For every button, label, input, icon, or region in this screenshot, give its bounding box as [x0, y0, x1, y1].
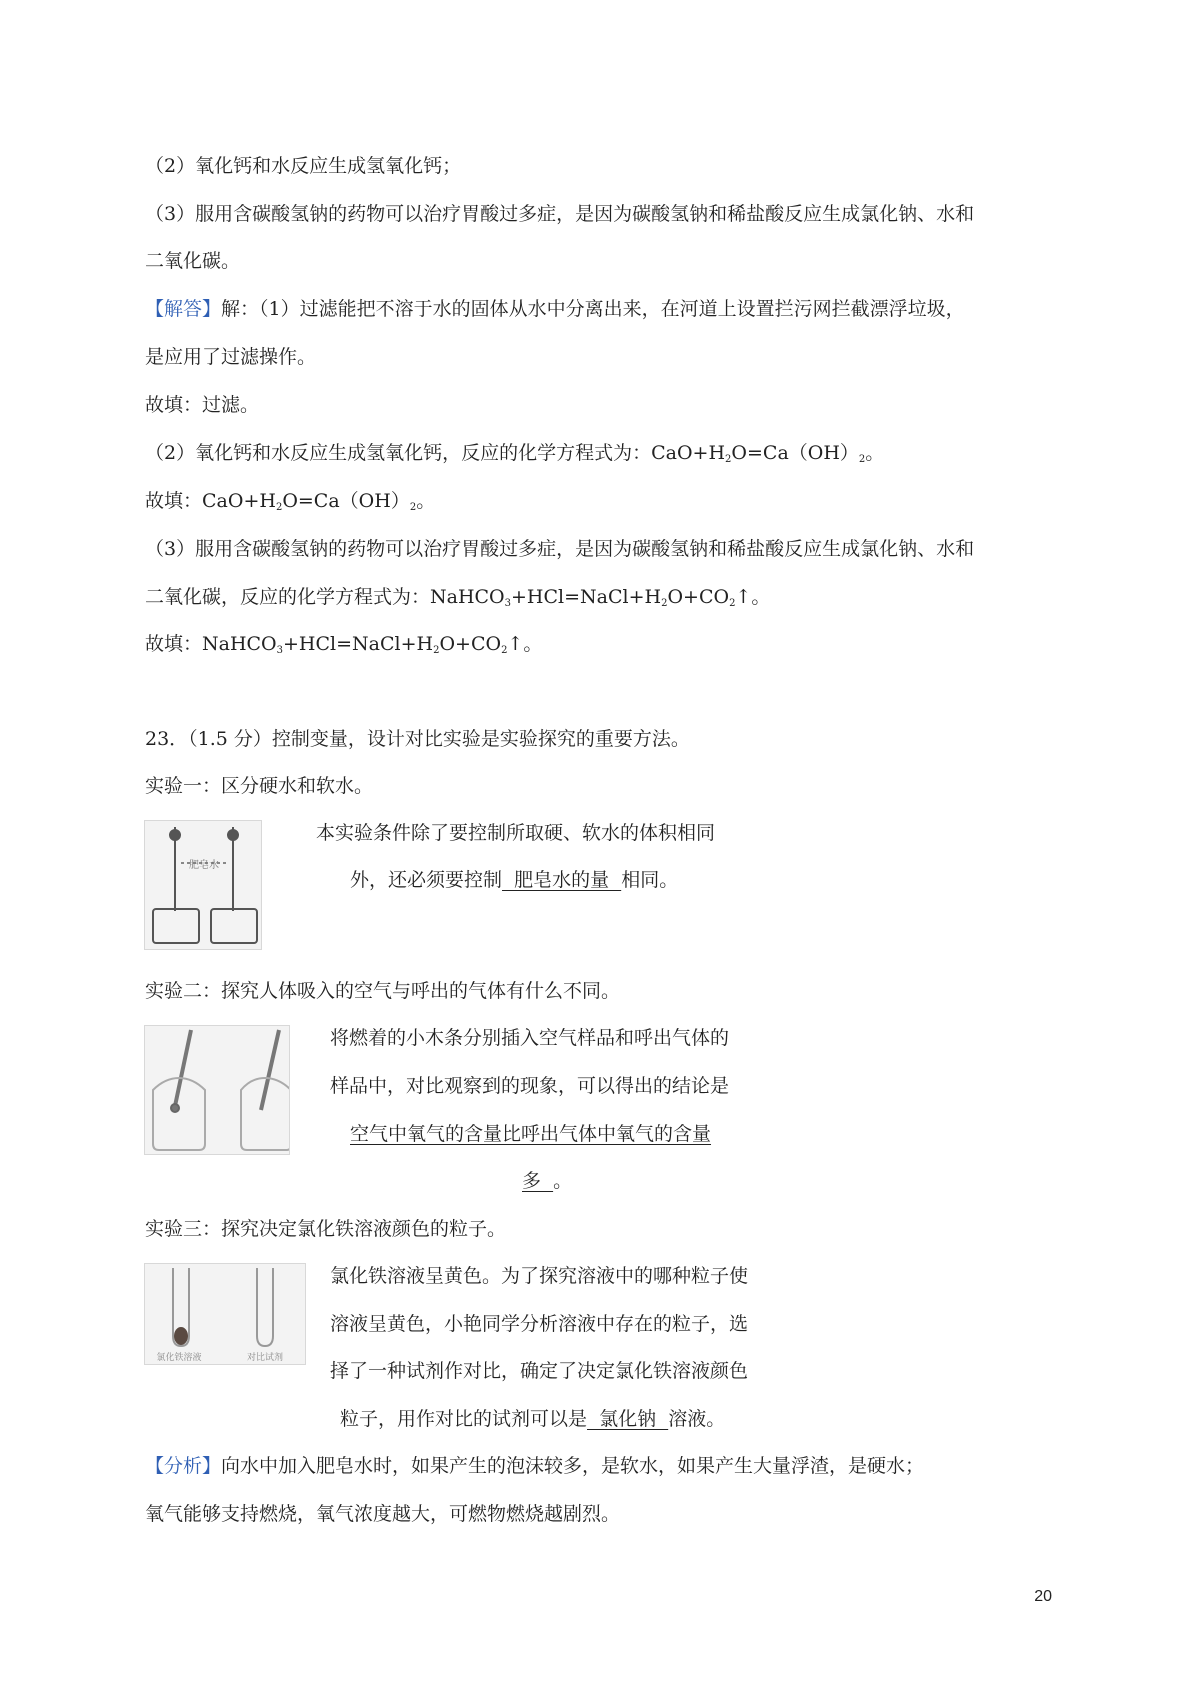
text-line: [145, 584, 770, 610]
text-line: 氧气能够支持燃烧，氧气浓度越大，可燃物燃烧越剧烈。: [145, 1503, 621, 1525]
question-23: 23．（1.5 分）控制变量，设计对比实验是实验探究的重要方法。: [145, 728, 690, 750]
test-tube-drawing: [145, 1264, 305, 1364]
figure-label: 对比试剂: [246, 1353, 284, 1363]
text-part: 。: [553, 1170, 573, 1192]
experiment-3-title: 实验三：探究决定氯化铁溶液颜色的粒子。: [145, 1218, 507, 1240]
experiment-2-title: 实验二：探究人体吸入的空气与呼出的气体有什么不同。: [145, 980, 621, 1002]
subscript: 3: [276, 645, 284, 656]
formula-part: 二氧化碳，反应的化学方程式为：NaHCO: [145, 586, 505, 608]
subscript: 2: [409, 502, 417, 513]
formula-part: ↑。: [507, 633, 543, 655]
text-line: [145, 631, 542, 657]
formula-part: 故填：NaHCO: [145, 633, 277, 655]
formula-part: O+CO: [667, 586, 730, 608]
jar-drawing: [145, 1026, 289, 1154]
subscript: 2: [275, 502, 283, 513]
subscript: 2: [501, 645, 508, 656]
formula-part: 故填：CaO+H: [145, 490, 276, 512]
text-line: 样品中，对比观察到的现象，可以得出的结论是: [330, 1075, 730, 1097]
formula-part: O=Ca（OH）: [282, 490, 410, 512]
formula-part: （2）氧化钙和水反应生成氢氧化钙，反应的化学方程式为：CaO+H: [145, 442, 726, 464]
text-part: 粒子，用作对比的试剂可以是: [340, 1408, 588, 1430]
formula-part: 。: [865, 442, 885, 464]
subscript: 2: [729, 598, 736, 609]
text-line: 是应用了过滤操作。: [145, 346, 317, 368]
text-line: 氯化铁溶液呈黄色。为了探究溶液中的哪种粒子使: [330, 1265, 749, 1287]
text-line: 择了一种试剂作对比，确定了决定氯化铁溶液颜色: [330, 1360, 749, 1382]
figure-label: 肥皂水: [189, 860, 219, 871]
text-line: 故填：过滤。: [145, 394, 260, 416]
experiment-1-title: 实验一：区分硬水和软水。: [145, 775, 374, 797]
beaker-drawing: [145, 821, 261, 949]
text-line: 二氧化碳。: [145, 250, 241, 272]
answer-label: 【解答】: [145, 298, 222, 320]
text-line: [145, 296, 965, 322]
formula-part: 。: [416, 490, 436, 512]
text-line: [145, 488, 435, 514]
text-line: （3）服用含碳酸氢钠的药物可以治疗胃酸过多症，是因为碳酸氢钠和稀盐酸反应生成氯化钠、水和: [145, 203, 975, 225]
subscript: 2: [661, 598, 668, 609]
text-part: 外，还必须要控制: [350, 869, 503, 891]
subscript: 2: [858, 454, 866, 465]
figure-label: 氯化铁溶液: [156, 1353, 202, 1363]
answer-blank: 肥皂水的量: [502, 869, 622, 891]
text-line: [522, 1168, 572, 1194]
beaker-figure: [144, 820, 262, 950]
analysis-text: 向水中加入肥皂水时，如果产生的泡沫较多，是软水，如果产生大量浮渣，是硬水；: [221, 1455, 925, 1477]
formula-part: +HCl=NaCl+H: [511, 586, 662, 608]
text-line: 将燃着的小木条分别插入空气样品和呼出气体的: [330, 1027, 730, 1049]
analysis-label: 【分析】: [145, 1455, 222, 1477]
answer-blank: 空气中氧气的含量比呼出气体中氧气的含量: [350, 1123, 712, 1145]
formula-part: O=Ca（OH）: [731, 442, 859, 464]
text-part: 溶液。: [668, 1408, 726, 1430]
formula-part: O+CO: [439, 633, 502, 655]
answer-blank: 氯化钠: [587, 1408, 669, 1430]
text-line: [145, 440, 884, 466]
subscript: 3: [504, 598, 512, 609]
formula-part: +HCl=NaCl+H: [283, 633, 434, 655]
subscript: 2: [725, 454, 732, 465]
formula-part: ↑。: [735, 586, 771, 608]
text-line: [340, 1406, 725, 1432]
jar-figure: [144, 1025, 290, 1155]
text-line: [145, 1453, 924, 1479]
text-line: [350, 1121, 711, 1147]
answer-blank: 多: [522, 1170, 554, 1192]
text-line: （3）服用含碳酸氢钠的药物可以治疗胃酸过多症，是因为碳酸氢钠和稀盐酸反应生成氯化钠、水和: [145, 538, 975, 560]
page-number: 20: [1034, 1588, 1052, 1605]
subscript: 2: [433, 645, 440, 656]
text-line: 溶液呈黄色，小艳同学分析溶液中存在的粒子，选: [330, 1313, 749, 1335]
text-part: 相同。: [621, 869, 679, 891]
answer-text: 解：（1）过滤能把不溶于水的固体从水中分离出来，在河道上设置拦污网拦截漂浮垃圾，: [221, 298, 965, 320]
text-line: 本实验条件除了要控制所取硬、软水的体积相同: [316, 822, 716, 844]
text-line: （2）氧化钙和水反应生成氢氧化钙；: [145, 155, 462, 177]
text-line: [350, 867, 678, 893]
test-tube-figure: [144, 1263, 306, 1365]
